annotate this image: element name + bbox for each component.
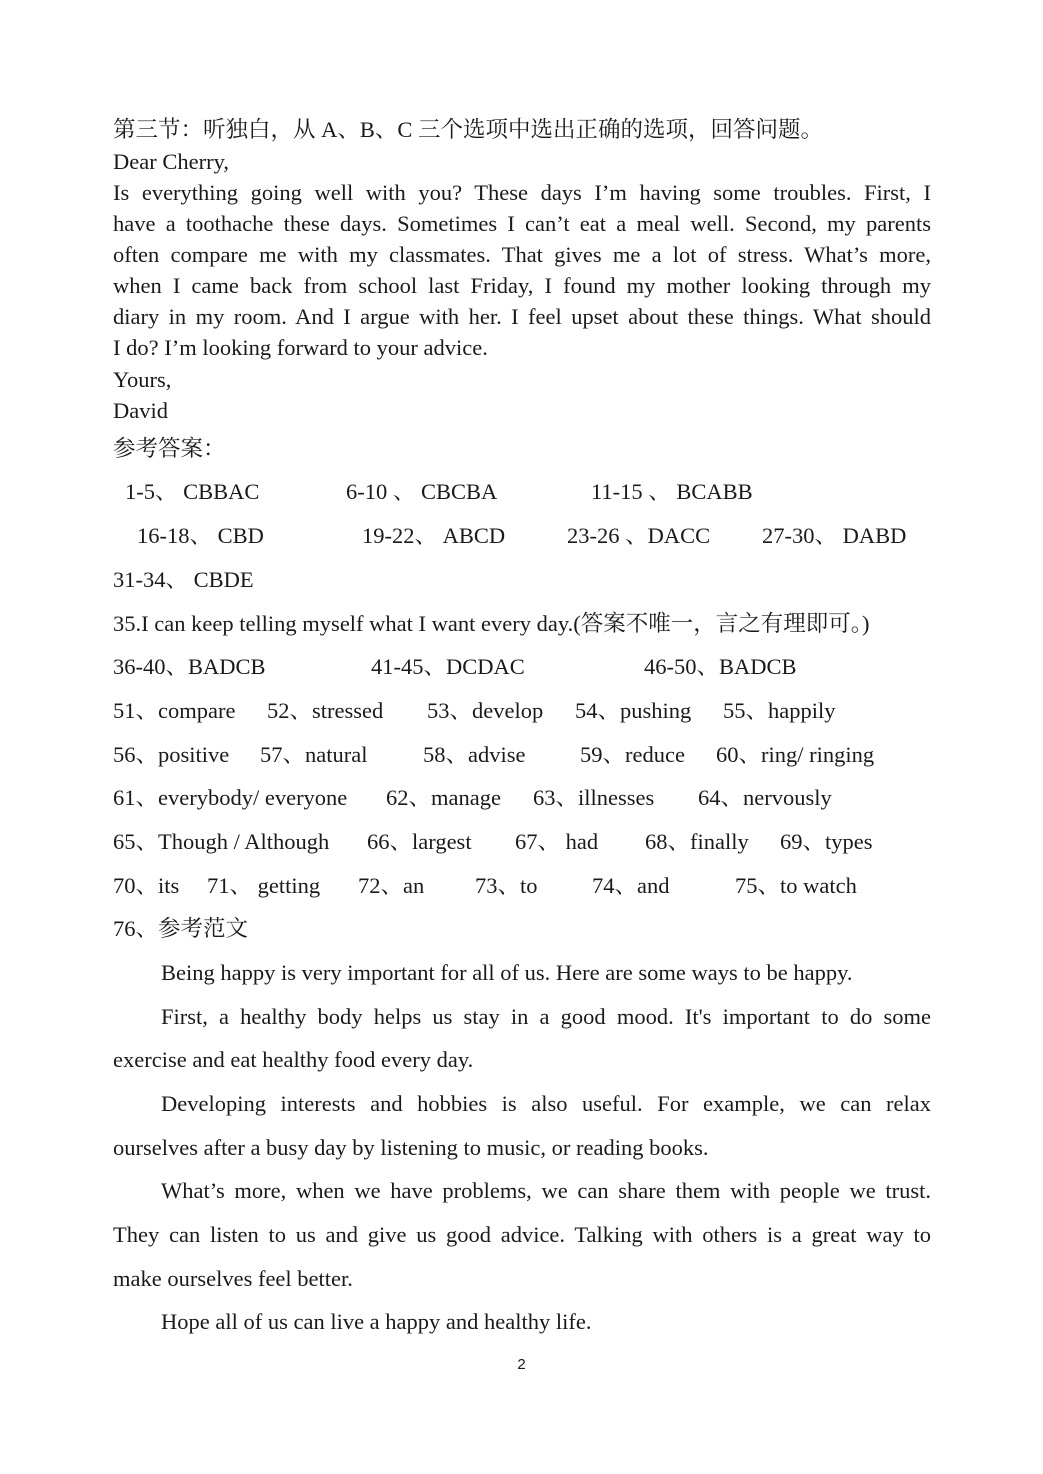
letter-body-line: often compare me with my classmates. That gives me a lot of stress. What’s more, xyxy=(113,242,931,267)
answer-item: 23-26 、DACC xyxy=(567,523,711,548)
letter-signature: David xyxy=(113,398,168,423)
answer-item: 16-18、 CBD xyxy=(137,523,264,548)
answer-item: 62、manage xyxy=(386,785,501,810)
page-number: 2 xyxy=(517,1356,526,1373)
answer-item: 41-45、DCDAC xyxy=(371,654,525,679)
letter-body-line: I do? I’m looking forward to your advice. xyxy=(113,335,488,360)
letter-greeting: Dear Cherry, xyxy=(113,149,229,174)
answer-item: 72、an xyxy=(358,873,425,898)
answers-heading: 参考答案： xyxy=(113,436,226,461)
answer-item: 27-30、 DABD xyxy=(762,523,907,548)
letter-closing: Yours, xyxy=(113,367,172,392)
essay-line: Being happy is very important for all of us. Here are some ways to be happy. xyxy=(161,960,853,985)
answer-item: 66、largest xyxy=(367,829,472,854)
answer-item: 53、develop xyxy=(427,698,544,723)
essay-line: exercise and eat healthy food every day. xyxy=(113,1047,474,1072)
answer-item: 59、reduce xyxy=(580,742,685,767)
answer-item: 1-5、 CBBAC xyxy=(125,479,260,504)
answer-item: 6-10 、 CBCBA xyxy=(346,479,498,504)
answer-item: 46-50、BADCB xyxy=(644,654,797,679)
answer-item: 69、types xyxy=(780,829,873,854)
answer-item: 51、compare xyxy=(113,698,236,723)
answer-item: 19-22、 ABCD xyxy=(362,523,506,548)
answer-item: 31-34、 CBDE xyxy=(113,567,254,592)
answer-item: 65、Though / Although xyxy=(113,829,330,854)
answer-item: 70、its xyxy=(113,873,180,898)
essay-line: They can listen to us and give us good advice. Talking with others is a great way to xyxy=(113,1222,931,1247)
answer-76-heading: 76、参考范文 xyxy=(113,916,249,941)
essay-line: ourselves after a busy day by listening to music, or reading books. xyxy=(113,1135,709,1160)
answer-item: 63、illnesses xyxy=(533,785,655,810)
answer-item: 60、ring/ ringing xyxy=(716,742,875,767)
essay-line: Developing interests and hobbies is also useful. For example, we can relax xyxy=(161,1091,931,1116)
section-heading: 第三节：听独白，从 A、B、C 三个选项中选出正确的选项，回答问题。 xyxy=(113,117,824,142)
essay-line: First, a healthy body helps us stay in a good mood. It's important to do some xyxy=(161,1004,931,1029)
answer-item: 75、to watch xyxy=(735,873,857,898)
letter-body-line: Is everything going well with you? These days I’m having some troubles. First, I xyxy=(113,180,931,205)
essay-line: What’s more, when we have problems, we can share them with people we trust. xyxy=(161,1178,931,1203)
answer-item: 71、 getting xyxy=(207,873,321,898)
answer-item: 58、advise xyxy=(423,742,526,767)
answer-item: 11-15 、 BCABB xyxy=(591,479,753,504)
answer-item: 68、finally xyxy=(645,829,749,854)
answer-35: 35.I can keep telling myself what I want every day.(答案不唯一，言之有理即可。) xyxy=(113,611,870,636)
answer-item: 36-40、BADCB xyxy=(113,654,266,679)
answer-item: 74、and xyxy=(592,873,670,898)
answer-item: 64、nervously xyxy=(698,785,832,810)
essay-line: make ourselves feel better. xyxy=(113,1266,353,1291)
essay-line: Hope all of us can live a happy and healthy life. xyxy=(161,1309,592,1334)
letter-body-line: have a toothache these days. Sometimes I can’t eat a meal well. Second, my parents xyxy=(113,211,931,236)
answer-item: 57、natural xyxy=(260,742,368,767)
letter-body-line: when I came back from school last Friday, I found my mother looking through my xyxy=(113,273,931,298)
answer-item: 54、pushing xyxy=(575,698,692,723)
answer-item: 73、to xyxy=(475,873,538,898)
answer-item: 56、positive xyxy=(113,742,230,767)
letter-body-line: diary in my room. And I argue with her. I feel upset about these things. What should xyxy=(113,304,931,329)
answer-item: 55、happily xyxy=(723,698,836,723)
answer-item: 52、stressed xyxy=(267,698,384,723)
answer-item: 67、 had xyxy=(515,829,599,854)
answer-item: 61、everybody/ everyone xyxy=(113,785,348,810)
